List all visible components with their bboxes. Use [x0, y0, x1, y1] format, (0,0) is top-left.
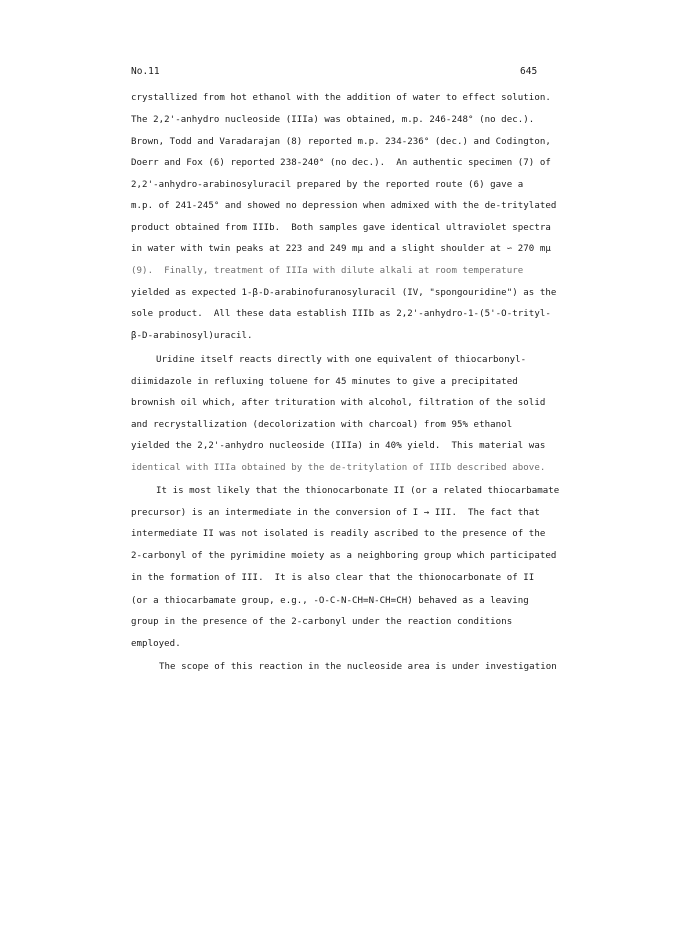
text-line: group in the presence of the 2-carbonyl under the reaction conditions	[131, 617, 513, 627]
text-line: crystallized from hot ethanol with the addition of water to effect solution.	[131, 93, 551, 103]
text-line: identical with IIIa obtained by the de-tritylation of IIIb described above.	[131, 463, 546, 473]
text-line: diimidazole in refluxing toluene for 45 minutes to give a precipitated	[131, 377, 518, 387]
journal-issue-label: No.11	[131, 66, 160, 77]
text-line: (or a thiocarbamate group, e.g., -O-C-N-CH=N-CH=CH) behaved as a leaving	[131, 596, 529, 606]
text-line: precursor) is an intermediate in the conversion of I → III. The fact that	[131, 508, 540, 518]
text-line: Brown, Todd and Varadarajan (8) reported m.p. 234-236° (dec.) and Codington,	[131, 137, 551, 147]
text-line: brownish oil which, after trituration with alcohol, filtration of the solid	[131, 398, 546, 408]
paragraph-start-line: Uridine itself reacts directly with one equivalent of thiocarbonyl-	[156, 355, 527, 365]
page-number: 645	[520, 66, 538, 77]
text-line: yielded as expected 1-β-D-arabinofuranosyluracil (IV, "spongouridine") as the	[131, 288, 557, 298]
text-line: intermediate II was not isolated is readily ascribed to the presence of the	[131, 529, 546, 539]
paragraph-start-line: The scope of this reaction in the nucleoside area is under investigation	[159, 662, 557, 672]
text-line: in the formation of III. It is also clear that the thionocarbonate of II	[131, 573, 535, 583]
text-line: in water with twin peaks at 223 and 249 mμ and a slight shoulder at ∽ 270 mμ	[131, 244, 551, 254]
paragraph-start-line: It is most likely that the thionocarbonate II (or a related thiocarbamate	[156, 486, 560, 496]
text-line: product obtained from IIIb. Both samples gave identical ultraviolet spectra	[131, 223, 551, 233]
text-line: β-D-arabinosyl)uracil.	[131, 331, 253, 341]
text-line: Doerr and Fox (6) reported 238-240° (no dec.). An authentic specimen (7) of	[131, 158, 551, 168]
text-line: 2,2'-anhydro-arabinosyluracil prepared by the reported route (6) gave a	[131, 180, 524, 190]
text-line: m.p. of 241-245° and showed no depression when admixed with the de-tritylated	[131, 201, 557, 211]
text-line: (9). Finally, treatment of IIIa with dilute alkali at room temperature	[131, 266, 524, 276]
text-line: The 2,2'-anhydro nucleoside (IIIa) was obtained, m.p. 246-248° (no dec.).	[131, 115, 535, 125]
text-line: and recrystallization (decolorization with charcoal) from 95% ethanol	[131, 420, 513, 430]
text-line: 2-carbonyl of the pyrimidine moiety as a neighboring group which participated	[131, 551, 557, 561]
text-line: yielded the 2,2'-anhydro nucleoside (IIIa) in 40% yield. This material was	[131, 441, 546, 451]
text-line: sole product. All these data establish IIIb as 2,2'-anhydro-1-(5'-O-trityl-	[131, 309, 551, 319]
text-line: employed.	[131, 639, 181, 649]
